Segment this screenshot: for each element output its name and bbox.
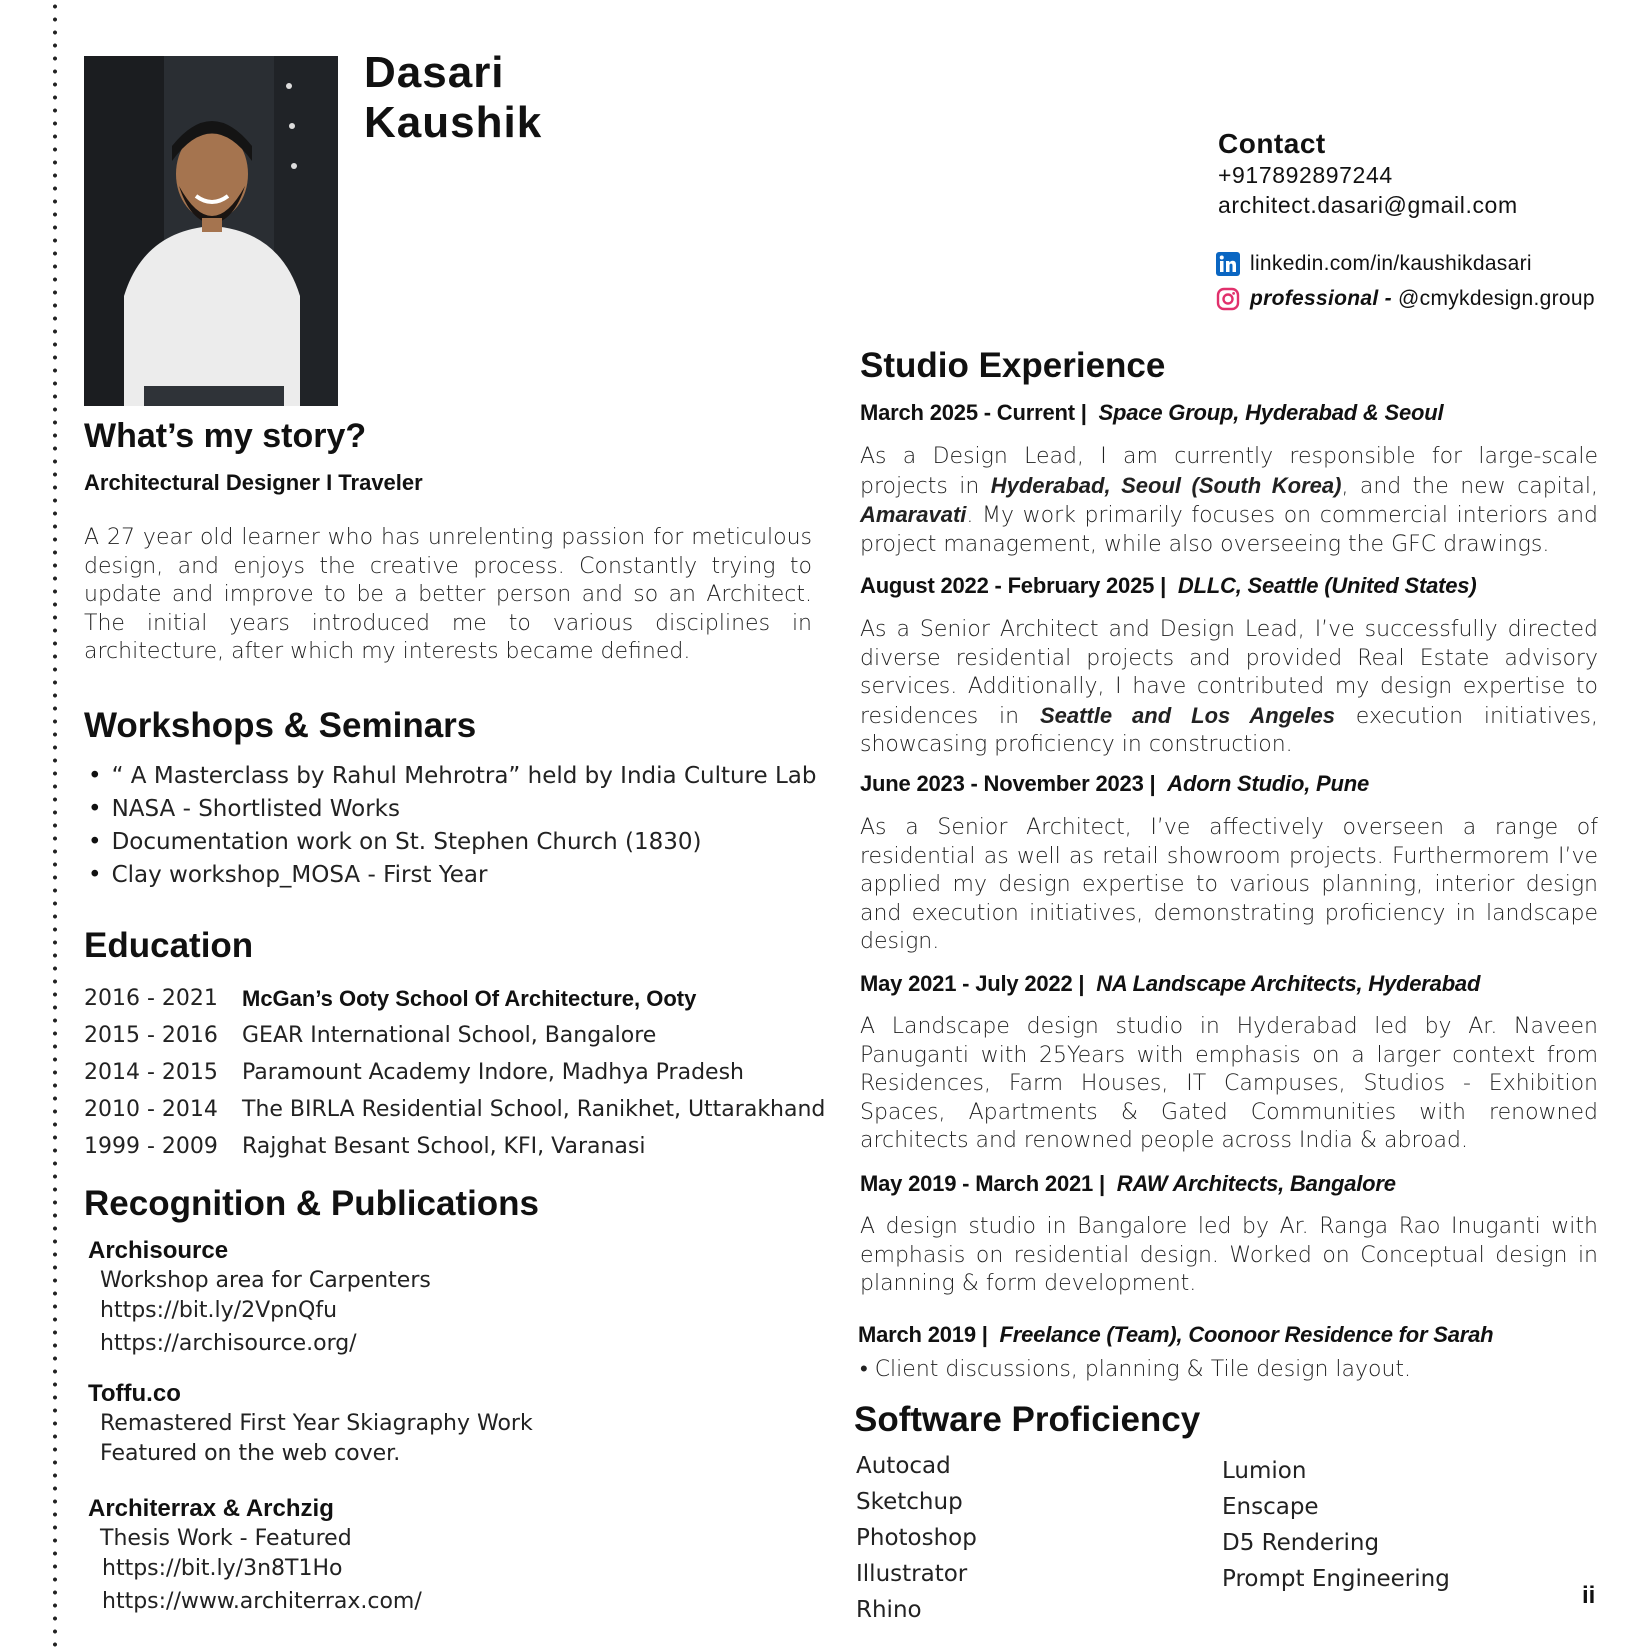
job-header [860, 573, 1476, 599]
job-description [860, 443, 1598, 559]
desc-highlight: Seattle and Los Angeles [1039, 702, 1335, 728]
email-address[interactable]: architect.dasari@gmail.com [1218, 192, 1518, 218]
instagram-label: professional - [1250, 286, 1392, 310]
software-item: Sketchup [856, 1489, 963, 1515]
job-description: A design studio in Bangalore led by Ar. Ranga Rao Inuganti with emphasis on residential design. Worked on Conceptual design in planning & form development. [860, 1214, 1598, 1296]
job-header [858, 1322, 1493, 1348]
story-heading: What’s my story? [84, 417, 367, 455]
linkedin-url: linkedin.com/in/kaushikdasari [1250, 251, 1532, 275]
phone-number[interactable]: +917892897244 [1218, 162, 1393, 188]
publication-architerrax [88, 1494, 422, 1617]
job-header [860, 771, 1369, 797]
contact-heading: Contact [1218, 128, 1326, 159]
publication-archisource [88, 1236, 431, 1359]
job-description: As a Senior Architect, I’ve affectively overseen a range of residential as well as retail showroom projects. Furthermorem I’ve applied my design expertise to various planning, interior design and execution initiatives, demonstrating proficiency in landscape design. [860, 815, 1598, 954]
job-period: March 2025 - Current | [860, 400, 1087, 425]
job-header [860, 1171, 1396, 1197]
education-years: 2016 - 2021 [84, 986, 218, 1011]
contact-block [1218, 128, 1518, 220]
job-header [860, 971, 1480, 997]
publication-link[interactable]: https://bit.ly/2VpnQfu [100, 1298, 338, 1323]
job-description [860, 616, 1598, 760]
instagram-icon [1216, 287, 1240, 311]
dotted-margin-line [52, 0, 58, 1650]
education-school: GEAR International School, Bangalore [242, 1023, 657, 1048]
job-period: June 2023 - November 2023 | [860, 771, 1156, 796]
education-row [84, 1128, 825, 1165]
desc-text: As a Senior Architect and Design Lead, I’ve successfully directed diverse residential projects and provided Real Estate advisory services. Additionally, I have contributed my design expertise to residences in [860, 617, 1598, 729]
desc-text: execution initiatives, showcasing proficiency in construction. [860, 703, 1598, 757]
job-period: May 2019 - March 2021 | [860, 1171, 1105, 1196]
publication-title: Toffu.co [88, 1380, 181, 1407]
education-row [84, 980, 825, 1017]
job-firm: Freelance (Team), Coonoor Residence for Sarah [999, 1322, 1494, 1347]
job-firm: Adorn Studio, Pune [1167, 771, 1370, 796]
software-item: Lumion [1222, 1458, 1307, 1484]
job-period: May 2021 - July 2022 | [860, 971, 1085, 996]
publication-toffu [88, 1379, 533, 1469]
publication-title: Archisource [88, 1237, 229, 1264]
education-row [84, 1054, 825, 1091]
software-heading: Software Proficiency [854, 1400, 1201, 1439]
linkedin-link[interactable] [1216, 246, 1595, 281]
desc-text: . My work primarily focuses on commercial interiors and project management, while also overseeing the GFC drawings. [860, 503, 1598, 557]
instagram-link[interactable] [1216, 281, 1595, 316]
publication-link[interactable]: https://bit.ly/3n8T1Ho [102, 1556, 343, 1581]
job-header [860, 400, 1443, 426]
publication-link[interactable]: https://archisource.org/ [100, 1331, 357, 1356]
education-years: 2010 - 2014 [84, 1097, 218, 1122]
publication-title: Architerrax & Archzig [88, 1495, 334, 1522]
desc-highlight: Hyderabad, Seoul (South Korea) [990, 472, 1342, 498]
software-item: D5 Rendering [1222, 1530, 1380, 1556]
education-heading: Education [84, 926, 254, 965]
job-description: A Landscape design studio in Hyderabad led by Ar. Naveen Panuganti with 25Years with emphasis on a larger context from Residences, Farm Houses, IT Campuses, Studios - Exhibition Spaces, Apartments & Gated Communities with renowned architects and renowned people across India & abroad. [860, 1014, 1598, 1153]
software-item: Autocad [856, 1453, 951, 1479]
story-text: A 27 year old learner who has unrelenting passion for meticulous design, and enjoys the creative process. Constantly trying to update and improve to be a better person and so an Architect. The initial years introduced me to various disciplines in architecture, after which my interests became defined. [84, 525, 812, 664]
recognition-heading: Recognition & Publications [84, 1184, 540, 1223]
job-firm: RAW Architects, Bangalore [1116, 1171, 1396, 1196]
job-description: • Client discussions, planning & Tile design layout. [860, 1357, 1412, 1382]
social-links [1216, 246, 1595, 316]
software-item: Enscape [1222, 1494, 1319, 1520]
education-row [84, 1017, 825, 1054]
desc-text: As a Design Lead, I am currently responsible for large-scale projects in [860, 444, 1598, 499]
job-period: March 2019 | [858, 1322, 988, 1347]
list-item: • Clay workshop_MOSA - First Year [88, 859, 816, 892]
education-school: Paramount Academy Indore, Madhya Pradesh [242, 1060, 744, 1085]
studio-heading: Studio Experience [860, 346, 1166, 385]
software-item: Photoshop [856, 1525, 977, 1551]
publication-line: Featured on the web cover. [100, 1441, 401, 1466]
software-item: Rhino [856, 1597, 922, 1623]
publication-line: Workshop area for Carpenters [100, 1268, 431, 1293]
job-period: August 2022 - February 2025 | [860, 573, 1167, 598]
software-item: Illustrator [856, 1561, 968, 1587]
publication-line: Remastered First Year Skiagraphy Work [100, 1411, 533, 1436]
first-name: Dasari [364, 48, 505, 97]
software-item: Prompt Engineering [1222, 1566, 1450, 1592]
job-firm: Space Group, Hyderabad & Seoul [1098, 400, 1444, 425]
workshops-heading: Workshops & Seminars [84, 706, 477, 745]
publication-link[interactable]: https://www.architerrax.com/ [102, 1589, 422, 1614]
workshops-list [88, 760, 816, 892]
education-years: 2014 - 2015 [84, 1060, 218, 1085]
list-item: • Documentation work on St. Stephen Church (1830) [88, 826, 816, 859]
profile-photo [84, 56, 338, 406]
candidate-name [364, 48, 542, 148]
publication-line: Thesis Work - Featured [100, 1526, 352, 1551]
instagram-handle: @cmykdesign.group [1391, 286, 1595, 310]
education-list [84, 980, 825, 1165]
desc-highlight: Amaravati [860, 502, 967, 527]
page-number: ii [1582, 1582, 1596, 1609]
software-list-right [1222, 1453, 1450, 1597]
education-school: McGan’s Ooty School Of Architecture, Ooty [242, 985, 697, 1011]
education-years: 1999 - 2009 [84, 1134, 218, 1159]
education-school: The BIRLA Residential School, Ranikhet, Uttarakhand [242, 1097, 826, 1122]
education-years: 2015 - 2016 [84, 1023, 218, 1048]
education-row [84, 1091, 825, 1128]
list-item: • “ A Masterclass by Rahul Mehrotra” held by India Culture Lab [88, 760, 816, 793]
linkedin-icon [1216, 252, 1240, 276]
list-item: • NASA - Shortlisted Works [88, 793, 816, 826]
story-tagline: Architectural Designer I Traveler [84, 470, 423, 495]
last-name: Kaushik [364, 98, 543, 147]
desc-text: , and the new capital, [1341, 473, 1598, 499]
education-school: Rajghat Besant School, KFI, Varanasi [242, 1134, 646, 1159]
software-list-left [856, 1448, 977, 1628]
job-firm: DLLC, Seattle (United States) [1177, 573, 1477, 598]
job-firm: NA Landscape Architects, Hyderabad [1096, 971, 1481, 996]
